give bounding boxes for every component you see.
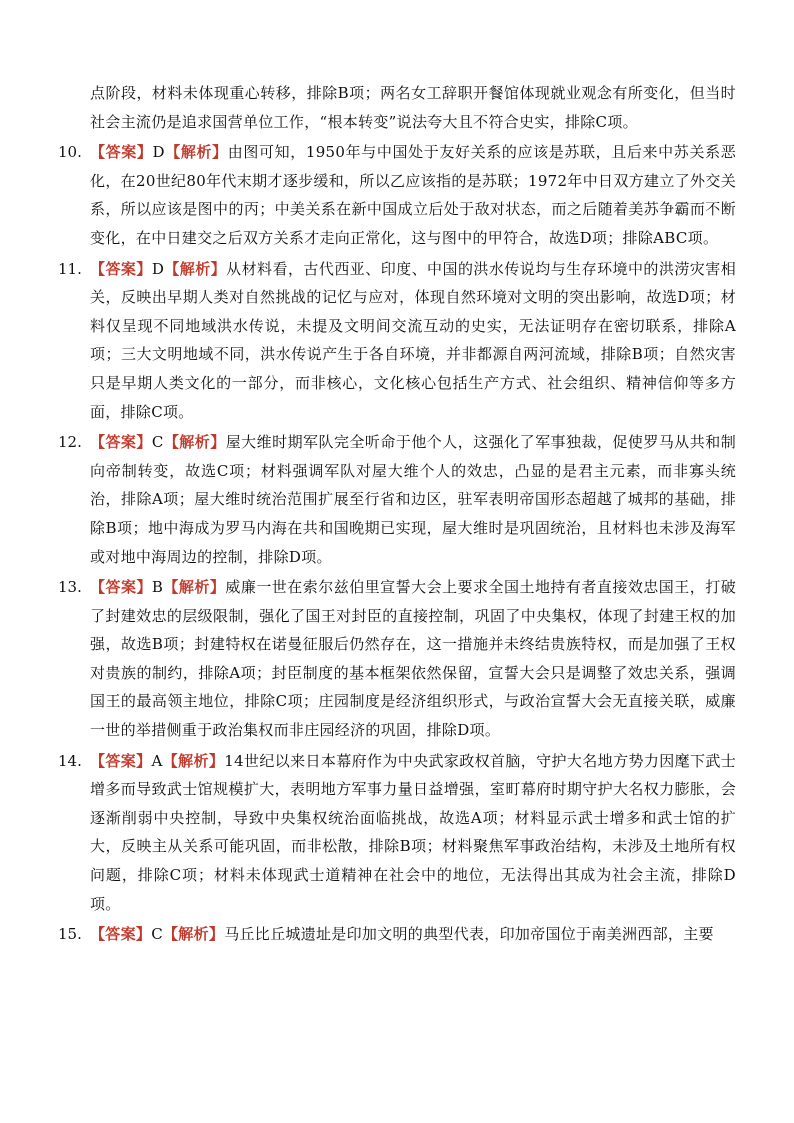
answer-tag: 【答案】 <box>90 143 153 162</box>
answer-tag: 【答案】 <box>90 751 152 770</box>
analysis-tag: 【解析】 <box>162 925 225 944</box>
item-body <box>90 428 736 571</box>
answer-tag: 【答案】 <box>90 578 152 597</box>
answer-item-13 <box>58 573 736 745</box>
answer-item-10 <box>58 138 736 252</box>
answer-item-14 <box>58 747 736 919</box>
analysis-text: 威廉一世在索尔兹伯里宣誓大会上要求全国土地持有者直接效忠国王，打破了封建效忠的层级限制，强化了国王对封臣的直接控制，巩固了中央集权，体现了封建王权的加强，故选B项；封建特权在诺曼征服后仍然存在，这一措施并未终结贵族特权，而是加强了王权对贵族的制约，排除A项；封臣制度的基本框架依然保留，宣誓大会只是调整了效忠关系，强调国王的最高领主地位，排除C项；庄园制度是经济组织形式，与政治宣誓大会无直接关联，威廉一世的举措侧重于政治集权而非庄园经济的巩固，排除D项。 <box>90 578 737 740</box>
answer-letter: A <box>151 751 163 770</box>
analysis-tag: 【解析】 <box>164 143 228 162</box>
answer-letter: D <box>152 143 165 162</box>
item-body <box>90 747 736 919</box>
answer-item-15 <box>58 920 736 949</box>
analysis-tag: 【解析】 <box>164 259 227 278</box>
analysis-tag: 【解析】 <box>163 578 226 597</box>
answer-letter: C <box>151 433 164 452</box>
answer-letter: C <box>151 925 163 944</box>
item-body <box>90 255 736 427</box>
item-body <box>90 138 736 252</box>
answer-tag: 【答案】 <box>90 433 152 452</box>
item-body <box>90 920 736 949</box>
analysis-tag: 【解析】 <box>162 751 225 770</box>
answer-tag: 【答案】 <box>90 259 152 278</box>
item-number: 15. <box>58 925 82 944</box>
item-number: 10. <box>58 143 82 162</box>
answer-letter: D <box>151 259 165 278</box>
analysis-text: 从材料看，古代西亚、印度、中国的洪水传说均与生存环境中的洪涝灾害相关，反映出早期人类对自然挑战的记忆与应对，体现自然环境对文明的突出影响，故选D项；材料仅呈现不同地域洪水传说，未提及文明间交流互动的史实，无法证明存在密切联系，排除A项；三大文明地域不同，洪水传说产生于各自环境，并非都源自两河流域，排除B项；自然灾害只是早期人类文化的一部分，而非核心，文化核心包括生产方式、社会组织、精神信仰等多方面，排除C项。 <box>90 259 737 421</box>
analysis-text: 屋大维时期军队完全听命于他个人，这强化了军事独裁，促使罗马从共和制向帝制转变，故选C项；材料强调军队对屋大维个人的效忠，凸显的是君主元素，而非寡头统治，排除A项；屋大维时统治范围扩展至行省和边区，驻军表明帝国形态超越了城邦的基础，排除B项；地中海成为罗马内海在共和国晚期已实现，屋大维时是巩固统治，且材料也未涉及海军或对地中海周边的控制，排除D项。 <box>90 433 736 566</box>
analysis-text: 14世纪以来日本幕府作为中央武家政权首脑，守护大名地方势力因麾下武士增多而导致武士馆规模扩大，表明地方军事力量日益增强，室町幕府时期守护大名权力膨胀，会逐渐削弱中央控制，导致中央集权统治面临挑战，故选A项；材料显示武士增多和武士馆的扩大，反映主从关系可能巩固，而非松散，排除B项；材料聚焦军事政治结构，未涉及土地所有权问题，排除C项；材料未体现武士道精神在社会中的地位，无法得出其成为社会主流，排除D项。 <box>90 751 737 913</box>
analysis-tag: 【解析】 <box>163 433 226 452</box>
continued-text: 点阶段，材料未体现重心转移，排除B项；两名女工辞职开餐馆体现就业观念有所变化，但当时社会主流仍是追求国营单位工作，“根本转变”说法夸大且不符合史实，排除C项。 <box>90 84 736 131</box>
answer-tag: 【答案】 <box>90 925 152 944</box>
item-number: 13. <box>58 578 82 597</box>
item-body <box>90 573 736 745</box>
item-number: 12. <box>58 433 82 452</box>
analysis-text: 马丘比丘城遗址是印加文明的典型代表，印加帝国位于南美洲西部，主要 <box>224 925 714 944</box>
answer-letter: B <box>151 578 164 597</box>
analysis-text: 由图可知，1950年与中国处于友好关系的应该是苏联，且后来中苏关系恶化，在20世纪80年代末期才逐步缓和，所以乙应该指的是苏联；1972年中日双方建立了外交关系，所以应该是图中的丙；中美关系在新中国成立后处于敌对状态，而之后随着美苏争霸而不断变化，在中日建交之后双方关系才走向正常化，这与图中的甲符合，故选D项；排除ABC项。 <box>90 143 736 247</box>
answer-item-12 <box>58 428 736 571</box>
item-number: 11. <box>58 259 82 278</box>
item-number: 14. <box>58 751 82 770</box>
answer-item-11 <box>58 255 736 427</box>
